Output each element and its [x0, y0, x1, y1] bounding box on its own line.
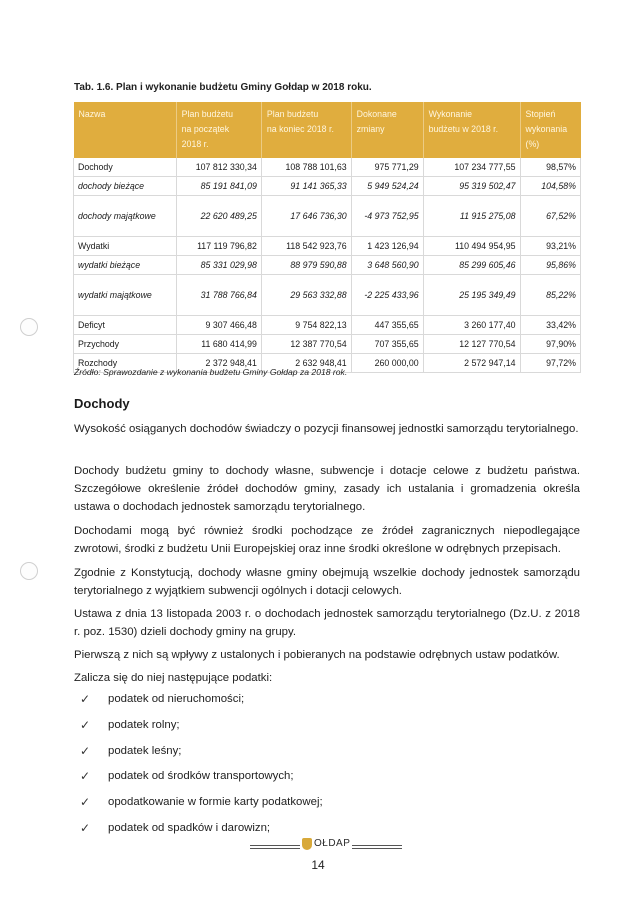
cell-plan-start: 2 372 948,41 — [176, 354, 261, 373]
checkmark-icon: ✓ — [80, 692, 91, 706]
table-row — [74, 275, 581, 316]
header-plan-end: Plan budżetu na koniec 2018 r. — [261, 102, 351, 158]
punch-hole — [20, 562, 38, 580]
list-item-text: podatek leśny; — [108, 744, 182, 757]
cell-changes: -2 225 433,96 — [351, 275, 423, 316]
cell-plan-start: 107 812 330,34 — [176, 158, 261, 177]
cell-changes: 3 648 560,90 — [351, 256, 423, 275]
cell-degree: 85,22% — [520, 275, 580, 316]
checkmark-icon: ✓ — [80, 820, 91, 835]
list-item-text: podatek od nieruchomości; — [108, 693, 245, 705]
footer-rule — [352, 848, 402, 849]
table-row — [74, 196, 581, 237]
cell-plan-start: 31 788 766,84 — [176, 275, 261, 316]
cell-plan-end: 29 563 332,88 — [261, 275, 351, 316]
cell-execution: 25 195 349,49 — [423, 275, 520, 316]
cell-execution: 3 260 177,40 — [423, 316, 520, 335]
cell-changes: 5 949 524,24 — [351, 177, 423, 196]
table-row — [74, 335, 581, 354]
footer-logo — [0, 837, 636, 853]
footer-rule — [352, 845, 402, 846]
footer-brand: OŁDAP — [314, 838, 351, 849]
cell-execution: 85 299 605,46 — [423, 256, 520, 275]
paragraph: Ustawa z dnia 13 listopada 2003 r. o dochodach jednostek samorządu terytorialnego (Dz.U. z 2018 r. poz. 1530) dzieli dochody gminy na grupy. — [74, 608, 580, 638]
cell-execution: 95 319 502,47 — [423, 177, 520, 196]
cell-execution: 110 494 954,95 — [423, 237, 520, 256]
table-row — [74, 177, 581, 196]
cell-degree: 93,21% — [520, 237, 580, 256]
paragraph: Dochodami mogą być również środki pochodzące ze źródeł zagranicznych niepodlegające zwrotowi, środki z budżetu Unii Europejskiej oraz inne środki określone w odrębnych przepisach. — [74, 525, 580, 555]
cell-plan-start: 9 307 466,48 — [176, 316, 261, 335]
cell-degree: 95,86% — [520, 256, 580, 275]
cell-changes: 1 423 126,94 — [351, 237, 423, 256]
checkmark-icon: ✓ — [80, 769, 91, 784]
cell-plan-end: 12 387 770,54 — [261, 335, 351, 354]
footer-rule — [250, 848, 300, 849]
table-caption: Tab. 1.6. Plan i wykonanie budżetu Gminy Gołdap w 2018 roku. — [74, 82, 372, 93]
header-plan-start: Plan budżetu na początek 2018 r. — [176, 102, 261, 158]
cell-name: wydatki majątkowe — [74, 275, 177, 316]
cell-plan-start: 85 191 841,09 — [176, 177, 261, 196]
cell-plan-start: 117 119 796,82 — [176, 237, 261, 256]
list-item — [74, 690, 323, 716]
section-heading: Dochody — [74, 396, 130, 411]
header-execution: Wykonanie budżetu w 2018 r. — [423, 102, 520, 158]
cell-changes: -4 973 752,95 — [351, 196, 423, 237]
paragraph: Zalicza się do niej następujące podatki: — [74, 672, 273, 684]
cell-changes: 707 355,65 — [351, 335, 423, 354]
cell-plan-start: 22 620 489,25 — [176, 196, 261, 237]
cell-plan-end: 88 979 590,88 — [261, 256, 351, 275]
cell-name: Dochody — [74, 158, 177, 177]
cell-changes: 975 771,29 — [351, 158, 423, 177]
cell-degree: 104,58% — [520, 177, 580, 196]
punch-hole — [20, 318, 38, 336]
cell-execution: 11 915 275,08 — [423, 196, 520, 237]
cell-name: wydatki bieżące — [74, 256, 177, 275]
cell-plan-start: 11 680 414,99 — [176, 335, 261, 354]
table-row — [74, 237, 581, 256]
table-row — [74, 158, 581, 177]
cell-name: Przychody — [74, 335, 177, 354]
list-item-text: podatek rolny; — [108, 718, 180, 731]
cell-execution: 12 127 770,54 — [423, 335, 520, 354]
paragraph: Dochody budżetu gminy to dochody własne, subwencje i dotacje celowe z budżetu państwa. Szczegółowe określenie źródeł dochodów gminy, zasady ich ustalania i gromadzenia określa ustawa o dochodach jednostek samorządu terytorialnego. — [74, 465, 580, 513]
budget-table — [73, 102, 581, 373]
table-header-row — [74, 102, 581, 158]
list-item — [74, 716, 323, 742]
tax-list — [74, 690, 323, 845]
header-name: Nazwa — [74, 102, 177, 158]
list-item — [74, 793, 323, 819]
cell-degree: 97,72% — [520, 354, 580, 373]
cell-name: Wydatki — [74, 237, 177, 256]
cell-name: Rozchody — [74, 354, 177, 373]
list-item-text: opodatkowanie w formie karty podatkowej; — [108, 796, 323, 809]
list-item — [74, 767, 323, 793]
page-number: 14 — [311, 858, 325, 872]
header-changes: Dokonane zmiany — [351, 102, 423, 158]
paragraph: Wysokość osiąganych dochodów świadczy o pozycji finansowej jednostki samorządu terytorialnego. — [74, 423, 579, 435]
cell-plan-end: 9 754 822,13 — [261, 316, 351, 335]
cell-name: dochody majątkowe — [74, 196, 177, 237]
checkmark-icon: ✓ — [80, 795, 91, 810]
cell-plan-end: 17 646 736,30 — [261, 196, 351, 237]
footer-rule — [250, 845, 300, 846]
cell-plan-end: 2 632 948,41 — [261, 354, 351, 373]
cell-name: Deficyt — [74, 316, 177, 335]
table-row — [74, 256, 581, 275]
cell-name: dochody bieżące — [74, 177, 177, 196]
crest-icon — [302, 838, 312, 850]
table-source-note: Źródło: Sprawozdanie z wykonania budżetu Gminy Gołdap za 2018 rok. — [74, 367, 348, 377]
list-item-text: podatek od spadków i darowizn; — [108, 821, 271, 834]
list-item — [74, 742, 323, 768]
table-row — [74, 316, 581, 335]
cell-execution: 107 234 777,55 — [423, 158, 520, 177]
paragraph: Pierwszą z nich są wpływy z ustalonych i pobieranych na podstawie odrębnych ustaw podatków. — [74, 649, 560, 661]
cell-plan-end: 91 141 365,33 — [261, 177, 351, 196]
cell-plan-end: 108 788 101,63 — [261, 158, 351, 177]
checkmark-icon: ✓ — [80, 717, 91, 732]
cell-degree: 97,90% — [520, 335, 580, 354]
header-degree: Stopień wykonania (%) — [520, 102, 580, 158]
cell-degree: 67,52% — [520, 196, 580, 237]
cell-changes: 260 000,00 — [351, 354, 423, 373]
cell-degree: 98,57% — [520, 158, 580, 177]
paragraph: Zgodnie z Konstytucją, dochody własne gminy obejmują wszelkie dochody jednostek samorządu terytorialnego z wyjątkiem subwencji ogólnych i dotacji celowych. — [74, 567, 580, 597]
cell-degree: 33,42% — [520, 316, 580, 335]
cell-execution: 2 572 947,14 — [423, 354, 520, 373]
checkmark-icon: ✓ — [80, 743, 91, 758]
cell-plan-end: 118 542 923,76 — [261, 237, 351, 256]
cell-changes: 447 355,65 — [351, 316, 423, 335]
list-item-text: podatek od środków transportowych; — [108, 770, 294, 783]
cell-plan-start: 85 331 029,98 — [176, 256, 261, 275]
